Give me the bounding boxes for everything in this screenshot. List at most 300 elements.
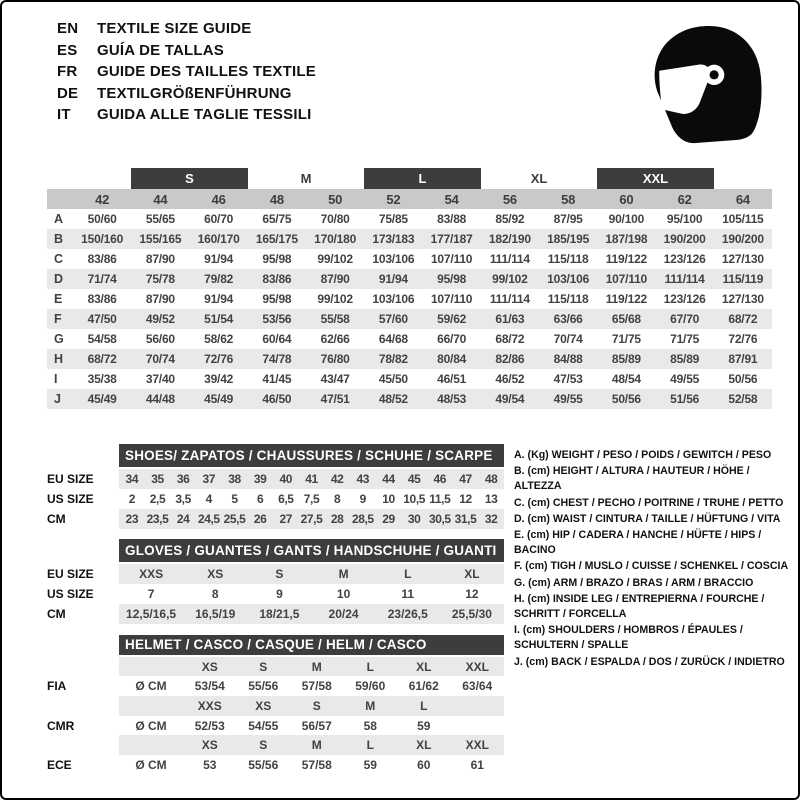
helmet-size-cell: L	[366, 738, 374, 753]
measure-cell: 85/89	[611, 352, 641, 366]
measure-cell: 60/70	[204, 212, 234, 226]
lang-code: ES	[57, 41, 78, 59]
shoe-size-cell: 34	[125, 472, 139, 486]
cmr-values-row	[47, 716, 504, 736]
row-label: FIA	[47, 679, 67, 694]
measure-cell: 35/38	[87, 372, 117, 386]
glove-size-cell: 9	[276, 587, 283, 601]
measure-row-g	[47, 329, 772, 349]
measure-cell: 55/65	[145, 212, 175, 226]
measure-cell: 79/82	[204, 272, 234, 286]
shoe-size-cell: 2	[128, 492, 135, 506]
glove-size-cell: 20/24	[328, 607, 359, 621]
gloves-us-row	[47, 584, 504, 604]
shoes-title-bar: SHOES/ ZAPATOS / CHAUSSURES / SCHUHE / SCARPE	[119, 444, 504, 467]
shoes-eu-values	[119, 469, 504, 489]
measure-cell: 63/66	[553, 312, 583, 326]
shoe-size-cell: 7,5	[303, 492, 320, 506]
legend-item-h: H. (cm) INSIDE LEG / ENTREPIERNA / FOURCHE / SCHRITT / FORCELLA	[514, 592, 765, 621]
shoe-size-cell: 4	[205, 492, 212, 506]
shoe-size-cell: 38	[228, 472, 241, 486]
measure-cell: 48/53	[437, 392, 467, 406]
lang-title: TEXTILGRÖßENFÜHRUNG	[97, 84, 292, 102]
measure-cell: 67/70	[670, 312, 700, 326]
measure-cell: 49/52	[145, 312, 175, 326]
shoe-size-cell: 6,5	[278, 492, 294, 506]
measure-cell: 71/74	[87, 272, 117, 286]
row-label: CM	[47, 607, 66, 621]
fia-sizes-row	[47, 657, 504, 677]
measure-cell: 47/51	[320, 392, 350, 406]
measure-cell: 68/72	[87, 352, 117, 366]
measure-cell: 127/130	[721, 292, 764, 306]
measure-cell: 48/54	[611, 372, 641, 386]
measure-cell: 95/98	[262, 292, 292, 306]
measure-cell: 50/60	[87, 212, 117, 226]
shoe-size-cell: 40	[279, 472, 293, 486]
measure-cell: 60/64	[262, 332, 292, 346]
measure-row-a	[47, 209, 772, 229]
measure-cell: 105/115	[722, 212, 764, 226]
measure-cell: 103/106	[372, 252, 415, 266]
shoes-header-row	[47, 444, 504, 467]
helmet-value-cell: 61	[470, 757, 484, 772]
glove-size-cell: XS	[207, 567, 224, 581]
measure-row-f	[47, 309, 772, 329]
cmr-values	[119, 716, 504, 736]
measure-cell: 95/98	[437, 272, 467, 286]
size-column-header: 44	[153, 191, 168, 207]
glove-size-cell: 11	[401, 587, 415, 601]
shoes-table	[47, 444, 504, 529]
measure-cell: 87/95	[553, 212, 583, 226]
measure-cell: 46/52	[495, 372, 525, 386]
shoe-size-cell: 30	[407, 512, 421, 526]
size-column-header: 54	[444, 191, 459, 207]
measure-cell: 99/102	[317, 252, 353, 266]
measure-cell: 187/198	[605, 232, 648, 246]
shoe-size-cell: 48	[484, 472, 498, 486]
gloves-us-values	[119, 584, 504, 604]
measure-cell: 55/58	[320, 312, 350, 326]
shoe-size-cell: 27,5	[300, 512, 323, 526]
shoe-size-cell: 24,5	[197, 512, 220, 526]
measure-cell: 74/78	[262, 352, 292, 366]
measure-cell: 68/72	[728, 312, 758, 326]
glove-size-cell: 10	[336, 587, 351, 601]
row-label: C	[54, 252, 63, 266]
measure-row-j	[47, 389, 772, 409]
measure-cell: 91/94	[204, 292, 234, 306]
measure-cell: 83/86	[87, 252, 117, 266]
measure-cell: 58/62	[204, 332, 234, 346]
helmet-size-cell: S	[259, 738, 268, 753]
shoes-cm-values	[119, 509, 504, 529]
helmet-value-cell: Ø CM	[135, 679, 167, 694]
shoe-size-cell: 24	[176, 512, 190, 526]
gloves-header-row	[47, 539, 504, 562]
legend-item-c: C. (cm) CHEST / PECHO / POITRINE / TRUHE / PETTO	[514, 496, 784, 509]
measure-cell: 99/102	[317, 292, 353, 306]
shoe-size-cell: 39	[253, 472, 267, 486]
measure-cell: 115/119	[722, 272, 764, 286]
measure-cell: 173/183	[372, 232, 415, 246]
helmet-size-cell: M	[311, 738, 322, 753]
shoe-size-cell: 31,5	[454, 512, 477, 526]
measure-cell: 111/114	[489, 292, 530, 306]
cmr-sizes-row	[47, 696, 504, 716]
measure-cell: 41/45	[262, 372, 292, 386]
gloves-table	[47, 539, 504, 624]
measure-cell: 39/42	[204, 372, 234, 386]
helmet-value-cell: 53	[203, 757, 217, 772]
measure-cell: 64/68	[378, 332, 408, 346]
helmet-value-cell: 53/54	[194, 679, 225, 694]
helmet-size-cell: XXS	[197, 698, 222, 713]
glove-size-cell: 7	[147, 587, 155, 601]
gloves-title-bar: GLOVES / GUANTES / GANTS / HANDSCHUHE / GUANTI	[119, 539, 504, 562]
measure-cell: 190/200	[663, 232, 706, 246]
measure-cell: 65/68	[611, 312, 641, 326]
lang-code: EN	[57, 20, 79, 37]
shoe-size-cell: 11,5	[429, 492, 451, 506]
shoe-size-cell: 9	[359, 492, 366, 506]
legend-item-j: J. (cm) BACK / ESPALDA / DOS / ZURÜCK / INDIETRO	[514, 655, 785, 668]
size-group-row	[47, 168, 772, 189]
measure-cell: 95/100	[666, 212, 703, 226]
measure-cell: 84/88	[553, 352, 583, 366]
size-group-s: S	[131, 168, 248, 189]
helmet-value-cell: 55/56	[248, 679, 279, 694]
helmet-size-cell: XL	[416, 659, 432, 674]
shoes-us-row	[47, 489, 504, 509]
measure-cell: 185/195	[547, 232, 590, 246]
measure-row-b	[47, 229, 772, 249]
helmet-size-cell: L	[420, 698, 428, 713]
lang-title: GUIDE DES TAILLES TEXTILE	[97, 63, 316, 80]
ece-values-row	[47, 755, 504, 775]
legend-item-d: D. (cm) WAIST / CINTURA / TAILLE / HÜFTUNG / VITA	[514, 512, 781, 525]
lang-title: GUÍA DE TALLAS	[97, 41, 224, 59]
measure-cell: 43/47	[320, 372, 350, 386]
measure-cell: 91/94	[378, 272, 408, 286]
size-column-header: 58	[561, 191, 576, 207]
row-label: F	[54, 312, 62, 326]
shoe-size-cell: 45	[407, 472, 421, 486]
size-group-l: L	[364, 168, 481, 189]
measure-row-d	[47, 269, 772, 289]
measure-cell: 49/55	[670, 372, 700, 386]
legend-item-i: I. (cm) SHOULDERS / HOMBROS / ÉPAULES / SCHULTERN / SPALLE	[514, 624, 743, 652]
measure-cell: 47/50	[87, 312, 117, 326]
helmet-size-cell: XS	[201, 738, 218, 753]
measure-cell: 62/66	[320, 332, 350, 346]
measure-cell: 83/86	[262, 272, 292, 286]
helmet-value-cell: 58	[363, 718, 377, 733]
shoe-size-cell: 44	[382, 472, 395, 486]
measure-cell: 56/60	[145, 332, 175, 346]
row-label: ECE	[47, 757, 72, 772]
measure-cell: 82/86	[495, 352, 525, 366]
row-label: US SIZE	[47, 587, 94, 601]
shoe-size-cell: 42	[330, 472, 344, 486]
measure-cell: 45/49	[204, 392, 234, 406]
measure-cell: 46/51	[437, 372, 467, 386]
row-label: A	[54, 212, 63, 226]
helmet-value-cell: 63/64	[462, 679, 493, 694]
helmet-value-cell: 54/55	[248, 718, 279, 733]
row-label: US SIZE	[47, 492, 94, 506]
measure-cell: 76/80	[320, 352, 350, 366]
helmet-value-cell: 59	[363, 757, 377, 772]
size-column-header: 62	[677, 191, 692, 207]
measure-cell: 37/40	[145, 372, 175, 386]
measurement-legend	[514, 448, 796, 671]
measure-cell: 71/75	[670, 332, 700, 346]
measure-cell: 170/180	[314, 232, 357, 246]
helmet-size-cell: XS	[255, 698, 272, 713]
helmet-icon	[650, 24, 764, 144]
helmet-value-cell: 55/56	[248, 757, 279, 772]
shoe-size-cell: 29	[382, 512, 395, 526]
size-column-header: 42	[95, 191, 110, 207]
size-column-header: 60	[619, 191, 634, 207]
measure-cell: 57/60	[378, 312, 408, 326]
measure-cell: 123/126	[663, 252, 706, 266]
measure-cell: 52/58	[728, 392, 758, 406]
measure-cell: 111/114	[664, 272, 705, 286]
gloves-cm-row	[47, 604, 504, 624]
measure-cell: 59/62	[437, 312, 467, 326]
shoe-size-cell: 36	[176, 472, 190, 486]
shoe-size-cell: 6	[257, 492, 264, 506]
glove-size-cell: 16,5/19	[195, 607, 236, 621]
glove-size-cell: XXS	[139, 567, 164, 581]
row-label: EU SIZE	[47, 567, 94, 581]
measure-cell: 127/130	[721, 252, 764, 266]
measure-cell: 75/78	[145, 272, 175, 286]
measure-cell: 155/165	[139, 232, 182, 246]
shoe-size-cell: 2,5	[149, 492, 166, 506]
glove-size-cell: 12,5/16,5	[126, 607, 177, 621]
lang-title: GUIDA ALLE TAGLIE TESSILI	[97, 106, 312, 123]
glove-size-cell: 23/26,5	[387, 607, 428, 621]
measure-cell: 123/126	[663, 292, 706, 306]
size-column-header: 64	[735, 191, 750, 207]
measure-cell: 70/74	[145, 352, 175, 366]
row-label: E	[54, 292, 63, 306]
measure-cell: 103/106	[547, 272, 590, 286]
shoe-size-cell: 23,5	[146, 512, 169, 526]
measure-cell: 87/90	[320, 272, 350, 286]
language-row	[57, 61, 316, 83]
shoes-cm-row	[47, 509, 504, 529]
shoe-size-cell: 46	[433, 472, 447, 486]
measure-cell: 177/187	[430, 232, 473, 246]
measure-row-c	[47, 249, 772, 269]
glove-size-cell: L	[404, 567, 412, 581]
legend-item-e: E. (cm) HIP / CADERA / HANCHE / HÜFTE / HIPS / BACINO	[514, 529, 762, 557]
size-column-header: 52	[386, 191, 401, 207]
measure-cell: 49/55	[553, 392, 583, 406]
size-group-xxl: XXL	[597, 168, 714, 189]
helmet-value-cell: 57/58	[301, 757, 332, 772]
measure-cell: 45/49	[87, 392, 117, 406]
language-title-list	[57, 18, 316, 126]
lang-code: DE	[57, 84, 79, 102]
measure-cell: 107/110	[430, 292, 473, 306]
row-label: H	[54, 352, 63, 366]
measure-cell: 85/89	[670, 352, 700, 366]
measure-cell: 111/114	[489, 252, 530, 266]
measure-cell: 51/54	[204, 312, 234, 326]
lang-code: IT	[57, 106, 71, 123]
helmet-table	[47, 635, 504, 775]
helmet-size-cell: XL	[416, 738, 432, 753]
measure-cell: 68/72	[495, 332, 525, 346]
measure-cell: 78/82	[378, 352, 408, 366]
measure-cell: 190/200	[721, 232, 764, 246]
glove-size-cell: 12	[465, 587, 479, 601]
helmet-value-cell: 56/57	[301, 718, 332, 733]
measure-cell: 72/76	[204, 352, 234, 366]
row-label: I	[54, 372, 58, 386]
measure-cell: 51/56	[670, 392, 700, 406]
ece-size-headers	[119, 735, 504, 755]
measure-cell: 71/75	[611, 332, 641, 346]
measure-cell: 80/84	[437, 352, 467, 366]
glove-size-cell: M	[338, 567, 349, 581]
size-group-xl: XL	[530, 171, 548, 186]
glove-size-cell: 18/21,5	[259, 607, 300, 621]
row-label: CMR	[47, 718, 75, 733]
helmet-size-cell: S	[259, 659, 268, 674]
helmet-size-cell: M	[311, 659, 322, 674]
measure-cell: 87/91	[728, 352, 758, 366]
shoe-size-cell: 12	[459, 492, 472, 506]
lang-code: FR	[57, 63, 78, 80]
shoe-size-cell: 47	[459, 472, 472, 486]
helmet-header-row	[47, 635, 504, 655]
measure-cell: 54/58	[87, 332, 117, 346]
shoe-size-cell: 27	[279, 512, 293, 526]
legend-item-a: A. (Kg) WEIGHT / PESO / POIDS / GEWITCH / PESO	[514, 449, 772, 461]
fia-size-headers	[119, 657, 504, 677]
shoe-size-cell: 37	[202, 472, 216, 486]
language-row	[57, 83, 316, 105]
helmet-value-cell: 59/60	[355, 679, 386, 694]
measure-cell: 150/160	[81, 232, 124, 246]
shoe-size-cell: 43	[356, 472, 370, 486]
glove-size-cell: 25,5/30	[451, 607, 492, 621]
measure-cell: 107/110	[605, 272, 648, 286]
language-row	[57, 40, 316, 62]
measure-cell: 115/118	[547, 292, 589, 306]
shoe-size-cell: 28	[330, 512, 344, 526]
measure-cell: 50/56	[728, 372, 758, 386]
measure-cell: 87/90	[145, 292, 175, 306]
measure-cell: 91/94	[204, 252, 234, 266]
measure-cell: 165/175	[255, 232, 298, 246]
measure-row-i	[47, 369, 772, 389]
gloves-eu-values	[119, 564, 504, 584]
row-label: J	[54, 392, 61, 406]
helmet-size-cell: XS	[201, 659, 218, 674]
helmet-value-cell: Ø CM	[135, 757, 167, 772]
shoe-size-cell: 10	[382, 492, 395, 506]
language-row	[57, 104, 316, 126]
size-column-header: 46	[211, 191, 226, 207]
shoe-size-cell: 8	[334, 492, 341, 506]
measure-cell: 45/50	[378, 372, 408, 386]
row-label: D	[54, 272, 63, 286]
row-label: EU SIZE	[47, 472, 94, 486]
helmet-title-bar: HELMET / CASCO / CASQUE / HELM / CASCO	[119, 635, 504, 655]
measure-cell: 83/86	[87, 292, 117, 306]
measure-cell: 44/48	[145, 392, 175, 406]
shoe-size-cell: 41	[305, 472, 318, 486]
ece-values	[119, 755, 504, 775]
legend-item-b: B. (cm) HEIGHT / ALTURA / HAUTEUR / HÖHE / ALTEZZA	[514, 465, 750, 493]
shoe-size-cell: 3,5	[175, 492, 191, 506]
shoe-size-cell: 30,5	[428, 512, 451, 526]
measure-cell: 119/122	[605, 292, 648, 306]
glove-size-cell: XL	[464, 567, 480, 581]
measure-cell: 160/170	[197, 232, 240, 246]
size-column-header: 56	[502, 191, 517, 207]
row-label: CM	[47, 512, 66, 526]
measure-row-e	[47, 289, 772, 309]
helmet-size-cell: XXL	[465, 659, 489, 674]
measure-cell: 182/190	[488, 232, 531, 246]
helmet-size-cell: L	[366, 659, 374, 674]
shoe-size-cell: 13	[484, 492, 498, 506]
shoe-size-cell: 5	[231, 492, 238, 506]
measure-cell: 70/74	[553, 332, 583, 346]
measure-cell: 75/85	[378, 212, 408, 226]
measure-cell: 95/98	[262, 252, 292, 266]
helmet-size-cell: S	[312, 698, 321, 713]
shoes-us-values	[119, 489, 504, 509]
measure-cell: 83/88	[437, 212, 467, 226]
measure-cell: 50/56	[611, 392, 641, 406]
measure-cell: 85/92	[495, 212, 525, 226]
measure-cell: 65/75	[262, 212, 292, 226]
size-group-m: M	[300, 171, 312, 186]
shoes-eu-row	[47, 469, 504, 489]
size-column-header: 50	[328, 191, 343, 207]
measure-cell: 49/54	[495, 392, 525, 406]
helmet-value-cell: 59	[417, 718, 431, 733]
helmet-value-cell: 60	[417, 757, 431, 772]
helmet-value-cell: 52/53	[194, 718, 225, 733]
helmet-size-cell: M	[365, 698, 376, 713]
measure-row-h	[47, 349, 772, 369]
lang-title: TEXTILE SIZE GUIDE	[97, 20, 252, 37]
measure-cell: 48/52	[378, 392, 408, 406]
row-label: B	[54, 232, 63, 246]
measure-cell: 99/102	[492, 272, 528, 286]
gloves-eu-row	[47, 564, 504, 584]
gloves-cm-values	[119, 604, 504, 624]
size-number-header	[47, 189, 772, 209]
glove-size-cell: 8	[211, 587, 219, 601]
shoe-size-cell: 35	[151, 472, 164, 486]
measure-cell: 107/110	[430, 252, 473, 266]
measure-cell: 46/50	[262, 392, 292, 406]
shoe-size-cell: 28,5	[351, 512, 374, 526]
helmet-value-cell: Ø CM	[135, 718, 167, 733]
